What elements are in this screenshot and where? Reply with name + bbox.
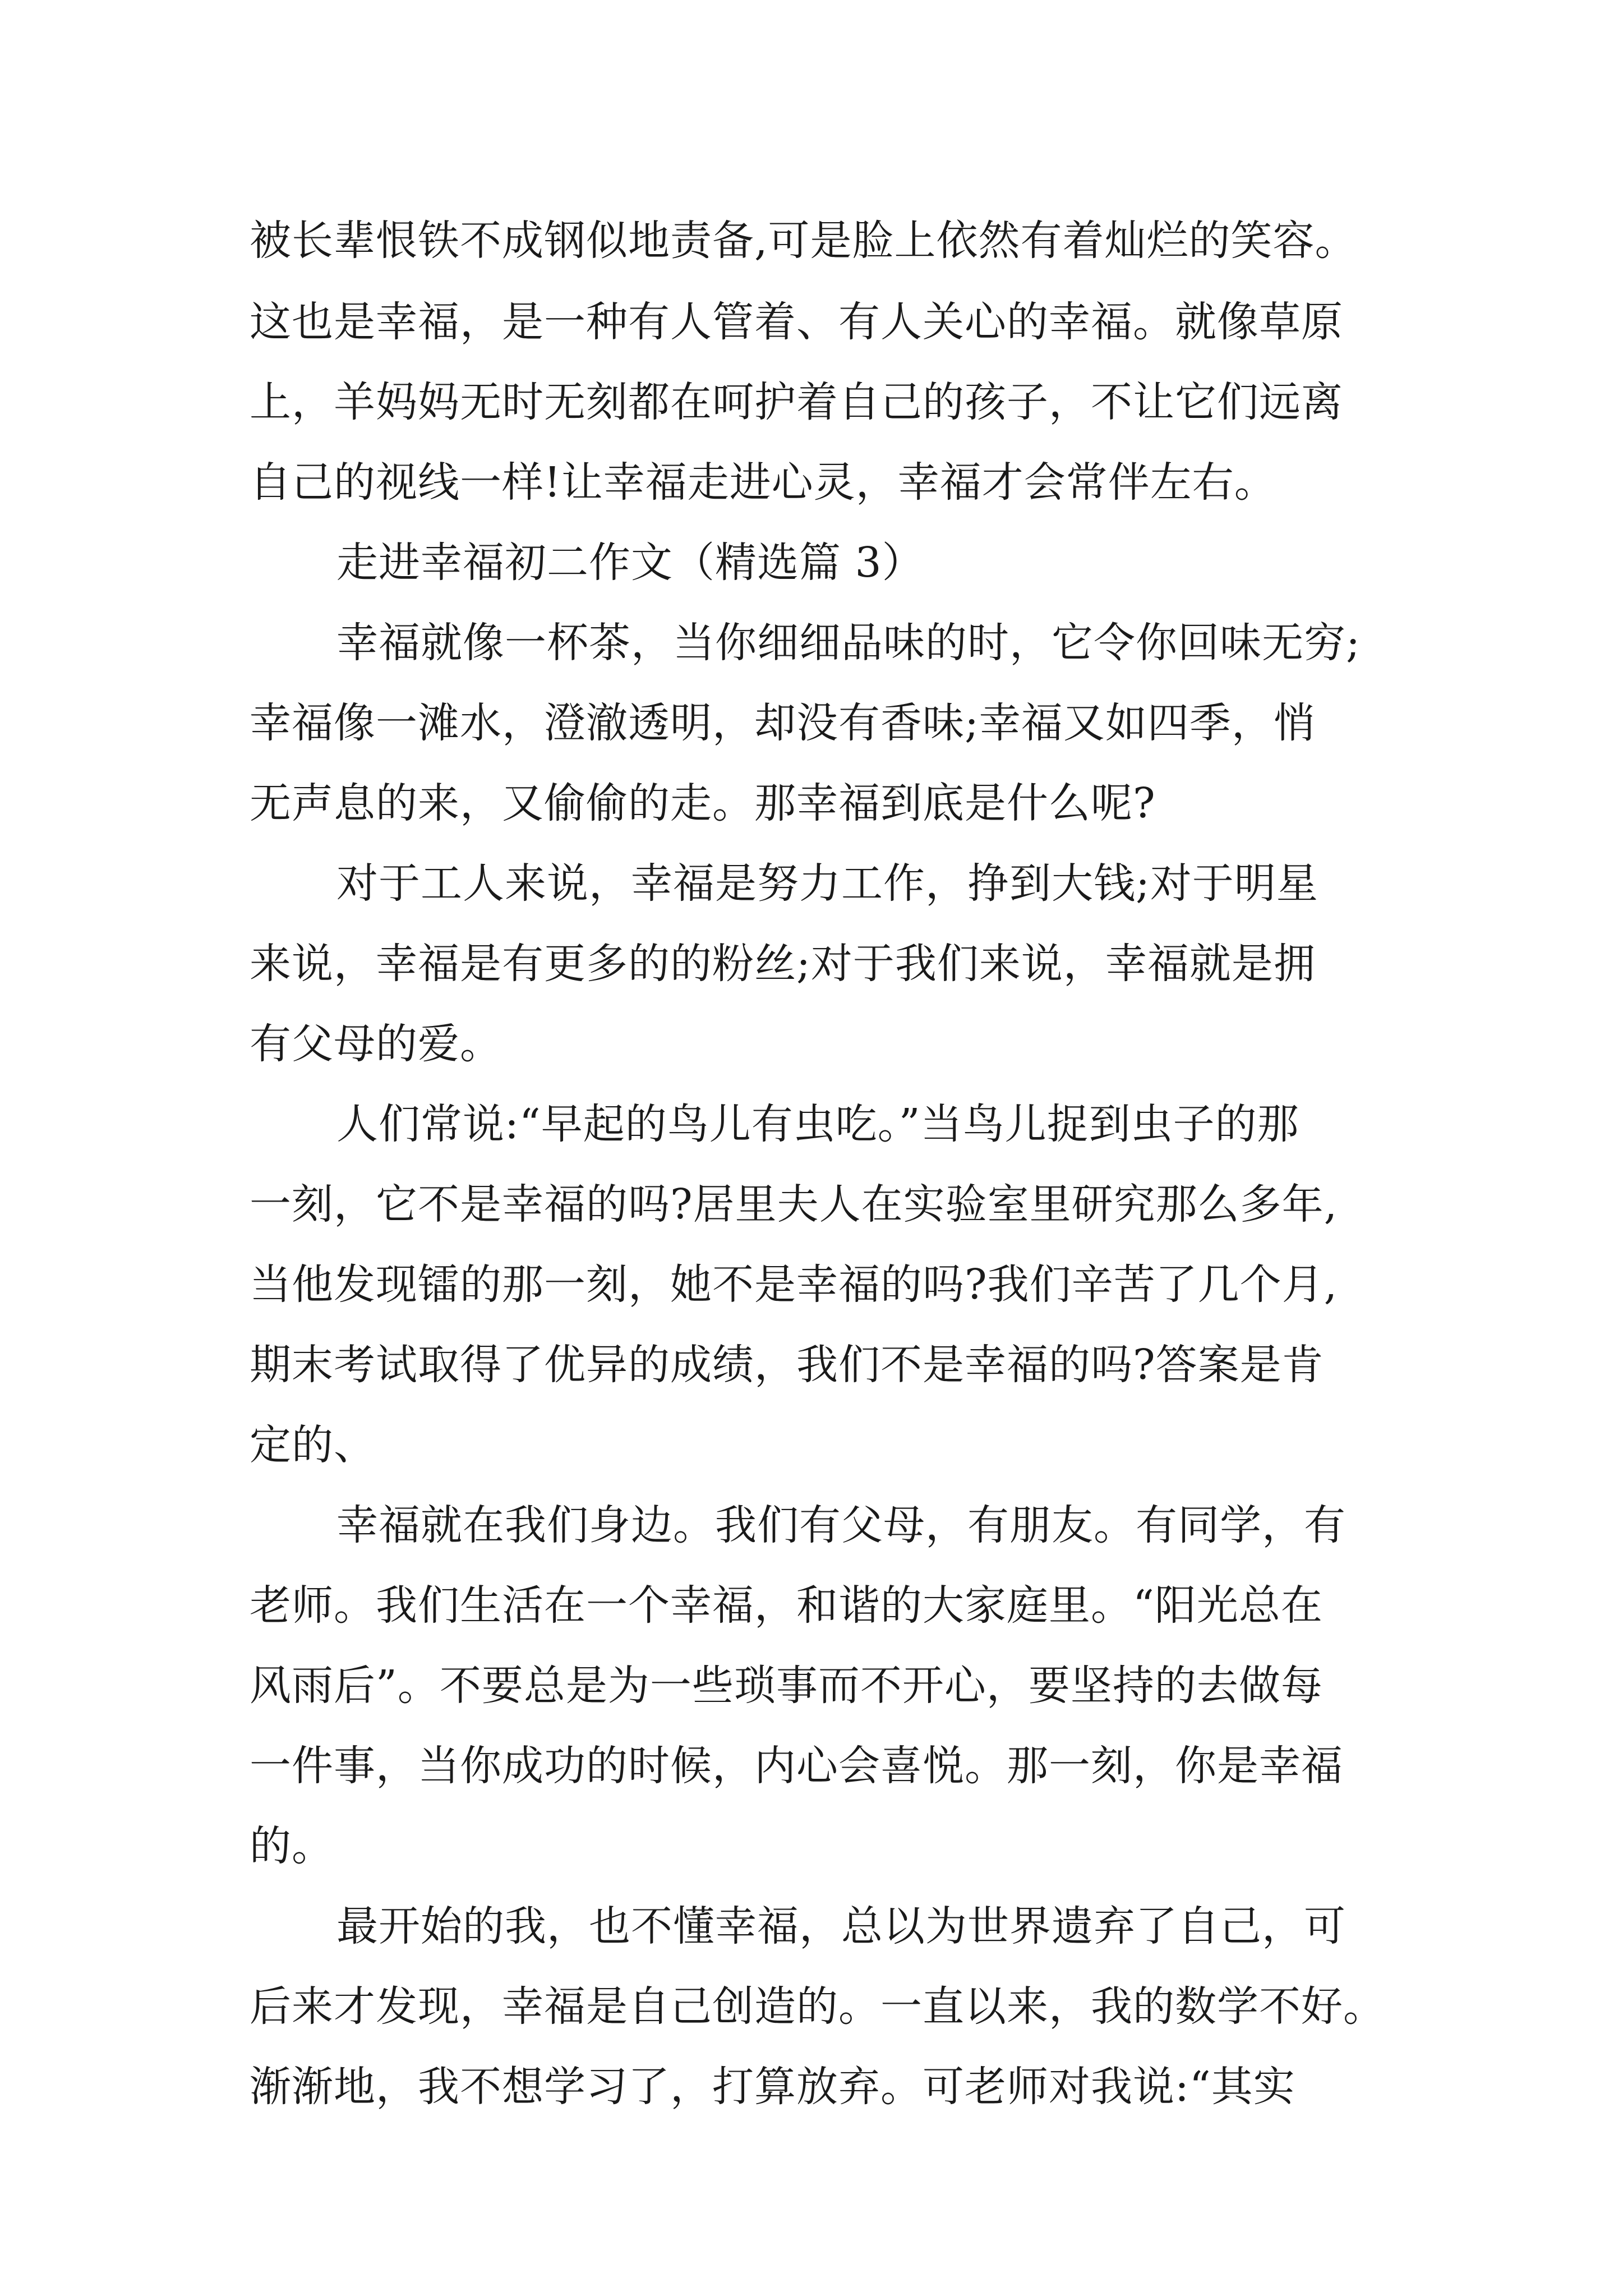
text-line: 后来才发现，幸福是自己创造的。一直以来，我的数学不好。 — [250, 1982, 1385, 2031]
text-line: 自己的视线一样!让幸福走进心灵，幸福才会常伴左右。 — [250, 458, 1276, 507]
text-line: 一刻，它不是幸福的吗?居里夫人在实验室里研究那么多年, — [250, 1180, 1338, 1228]
text-line: 定的、 — [250, 1421, 376, 1469]
text-line: 对于工人来说，幸福是努力工作，挣到大钱;对于明星 — [336, 859, 1318, 908]
text-line: 渐渐地，我不想学习了，打算放弃。可老师对我说:“其实 — [250, 2063, 1295, 2111]
text-line: 的。 — [250, 1822, 334, 1870]
text-line: 当他发现镭的那一刻，她不是幸福的吗?我们辛苦了几个月, — [250, 1260, 1338, 1309]
text-line: 幸福像一滩水，澄澈透明，却没有香味;幸福又如四季，悄 — [250, 699, 1316, 747]
text-line: 这也是幸福，是一种有人管着、有人关心的幸福。就像草原 — [250, 298, 1343, 346]
text-line: 上，羊妈妈无时无刻都在呵护着自己的孩子，不让它们远离 — [250, 378, 1343, 426]
text-line: 最开始的我，也不懂幸福，总以为世界遗弃了自己，可 — [336, 1902, 1346, 1950]
text-line: 幸福就在我们身边。我们有父母，有朋友。有同学，有 — [336, 1501, 1346, 1549]
text-line: 幸福就像一杯茶，当你细细品味的时，它令你回味无穷; — [336, 619, 1361, 667]
text-line: 期末考试取得了优异的成绩，我们不是幸福的吗?答案是肯 — [250, 1341, 1324, 1389]
text-line: 风雨后”。不要总是为一些琐事而不开心，要坚持的去做每 — [250, 1662, 1323, 1710]
text-line: 来说，幸福是有更多的的粉丝;对于我们来说，幸福就是拥 — [250, 940, 1316, 988]
text-line: 无声息的来，又偷偷的走。那幸福到底是什么呢? — [250, 779, 1156, 827]
text-line: 有父母的爱。 — [250, 1020, 502, 1068]
text-line: 人们常说:“早起的鸟儿有虫吃。”当鸟儿捉到虫子的那 — [336, 1100, 1299, 1148]
text-line: 被长辈恨铁不成钢似地责备,可是脸上依然有着灿烂的笑容。 — [250, 217, 1357, 265]
text-line: 老师。我们生活在一个幸福，和谐的大家庭里。“阳光总在 — [250, 1581, 1323, 1630]
text-line: 一件事，当你成功的时候，内心会喜悦。那一刻，你是幸福 — [250, 1742, 1343, 1790]
section-heading: 走进幸福初二作文（精选篇 3） — [336, 539, 924, 587]
